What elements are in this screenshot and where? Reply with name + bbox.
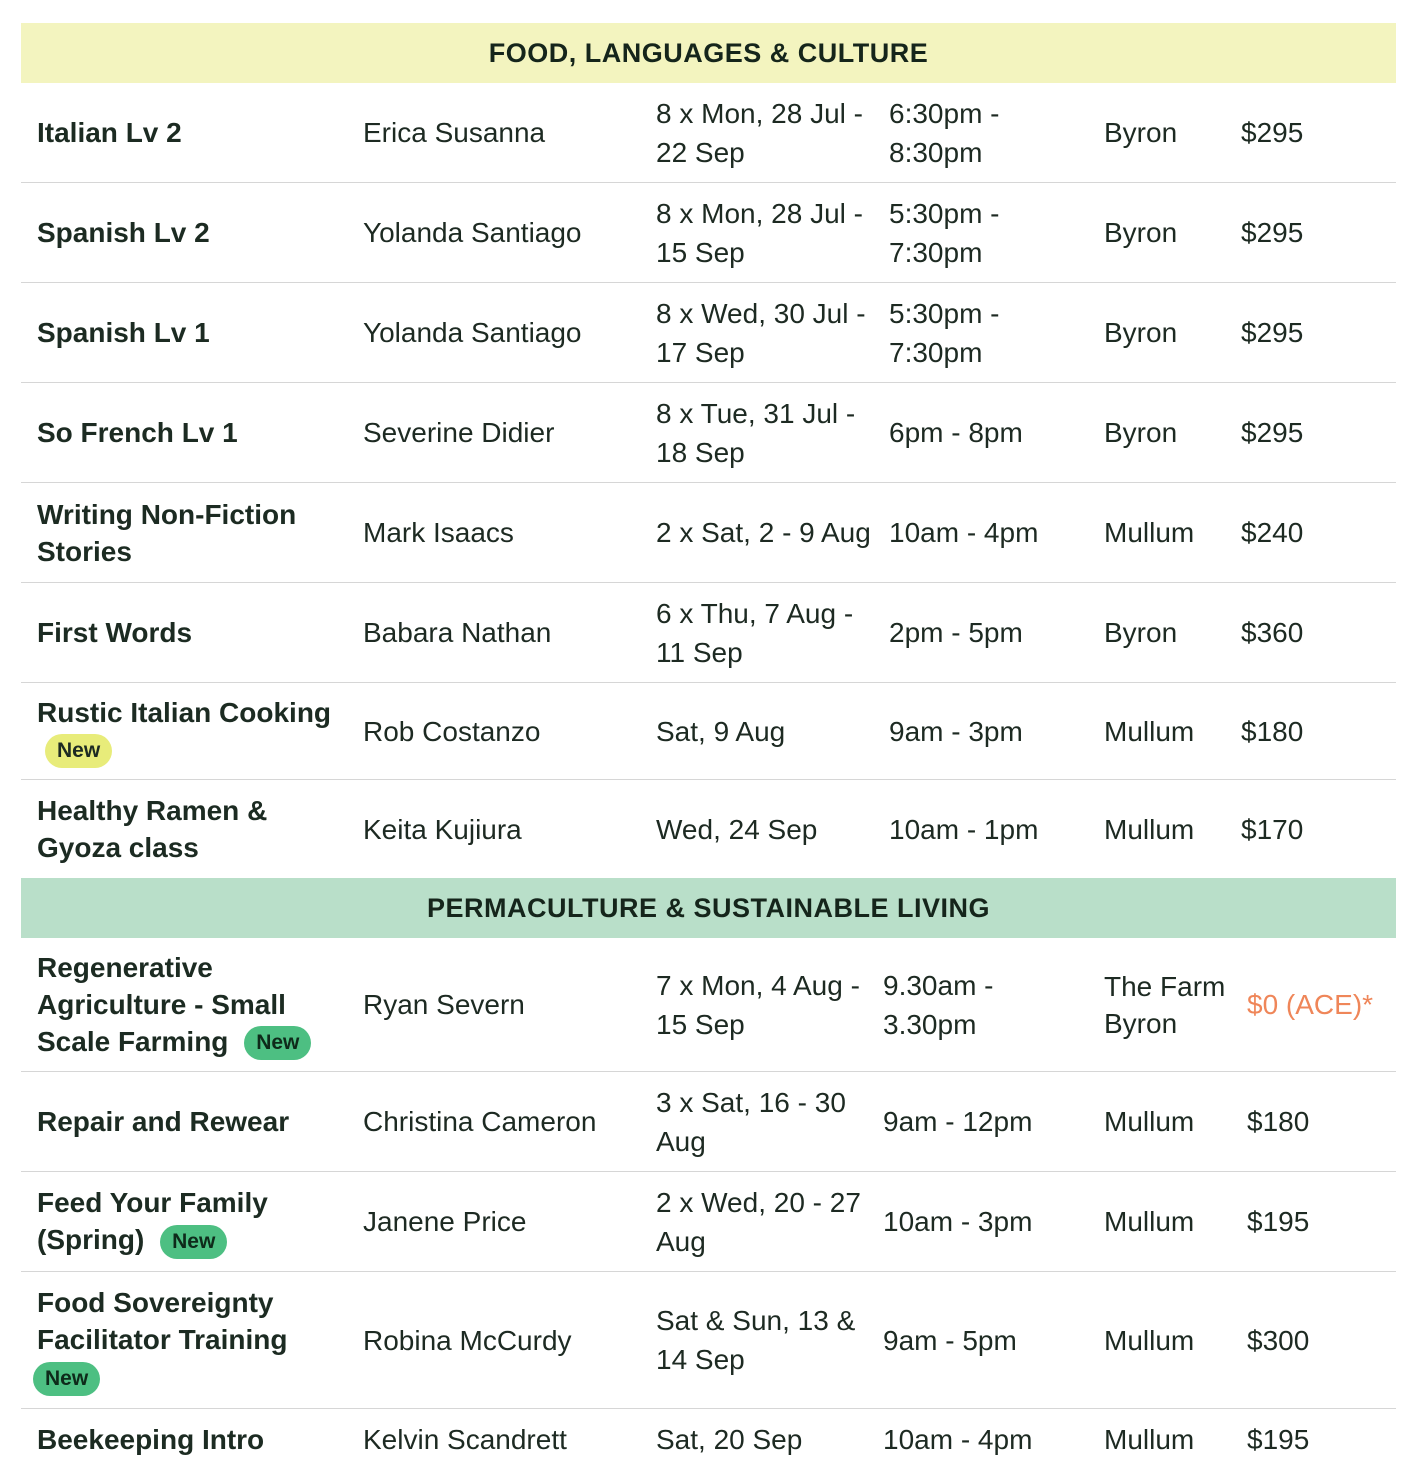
course-name: Repair and Rewear — [37, 1106, 290, 1137]
course-dates: Sat, 20 Sep — [656, 1423, 803, 1455]
course-location: Mullum — [1104, 1324, 1195, 1356]
course-time: 9am - 5pm — [883, 1324, 1017, 1356]
table-row[interactable] — [21, 938, 1396, 1072]
course-location: Byron — [1104, 317, 1178, 348]
tutor-name: Robina McCurdy — [363, 1324, 572, 1356]
course-name: Regenerative Agriculture - Small Scale Farming — [37, 951, 286, 1057]
course-dates: Wed, 24 Sep — [656, 813, 818, 845]
course-price: $195 — [1247, 1423, 1310, 1455]
course-dates: 7 x Mon, 4 Aug - 15 Sep — [656, 969, 860, 1040]
course-dates: 8 x Mon, 28 Jul - 15 Sep — [656, 197, 863, 268]
course-dates: 8 x Wed, 30 Jul - 17 Sep — [656, 297, 866, 368]
table-row[interactable] — [21, 583, 1396, 683]
tutor-name: Rob Costanzo — [363, 715, 541, 747]
course-price: $295 — [1241, 417, 1304, 448]
course-time: 5:30pm - 7:30pm — [889, 197, 1000, 268]
section-header-permaculture: PERMACULTURE & SUSTAINABLE LIVING — [21, 878, 1396, 938]
course-name: Spanish Lv 2 — [37, 217, 210, 248]
course-name: Rustic Italian Cooking — [37, 696, 332, 728]
section-header-food: FOOD, LANGUAGES & CULTURE — [21, 23, 1396, 83]
table-row[interactable] — [21, 83, 1396, 183]
course-price: $295 — [1241, 217, 1304, 248]
tutor-name: Yolanda Santiago — [363, 317, 582, 348]
tutor-name: Christina Cameron — [363, 1106, 597, 1137]
course-time: 10am - 1pm — [889, 813, 1039, 845]
course-location: Mullum — [1104, 715, 1195, 747]
course-dates: 2 x Sat, 2 - 9 Aug — [656, 517, 871, 548]
course-location: Mullum — [1104, 517, 1195, 548]
course-time: 10am - 3pm — [883, 1206, 1033, 1237]
tutor-name: Severine Didier — [363, 417, 555, 448]
course-price: $295 — [1241, 317, 1304, 348]
course-name: Beekeeping Intro — [37, 1423, 265, 1455]
new-badge: New — [45, 734, 112, 768]
course-name-cell — [21, 949, 347, 1061]
course-location: Mullum — [1104, 1106, 1195, 1137]
course-location: Mullum — [1104, 1206, 1195, 1237]
tutor-name: Kelvin Scandrett — [363, 1423, 567, 1455]
tutor-name: Yolanda Santiago — [363, 217, 582, 248]
course-dates: 6 x Thu, 7 Aug - 11 Sep — [656, 597, 854, 668]
course-name-cell — [21, 1284, 347, 1397]
course-time: 6:30pm - 8:30pm — [889, 97, 1000, 168]
new-badge: New — [160, 1225, 227, 1259]
course-dates: 2 x Wed, 20 - 27 Aug — [656, 1186, 861, 1257]
course-name: Feed Your Family (Spring) — [37, 1187, 268, 1256]
course-location: Mullum — [1104, 813, 1195, 845]
new-badge: New — [33, 1362, 100, 1396]
course-dates: Sat & Sun, 13 & 14 Sep — [656, 1305, 856, 1375]
course-location: The Farm Byron — [1104, 970, 1226, 1039]
permaculture-rows — [21, 938, 1396, 1469]
course-time: 6pm - 8pm — [889, 417, 1023, 448]
new-badge: New — [244, 1026, 311, 1060]
course-time: 10am - 4pm — [883, 1423, 1033, 1455]
course-location: Mullum — [1104, 1423, 1195, 1455]
course-dates: 8 x Mon, 28 Jul - 22 Sep — [656, 97, 863, 168]
course-location: Byron — [1104, 417, 1178, 448]
course-price: $295 — [1241, 117, 1304, 148]
table-row[interactable] — [21, 383, 1396, 483]
course-name: Spanish Lv 1 — [37, 317, 210, 348]
course-location: Byron — [1104, 617, 1178, 648]
table-row[interactable] — [21, 283, 1396, 383]
course-time: 10am - 4pm — [889, 517, 1039, 548]
course-name: So French Lv 1 — [37, 417, 238, 448]
course-table — [21, 23, 1396, 1469]
course-location: Byron — [1104, 117, 1178, 148]
table-row[interactable] — [21, 683, 1396, 780]
table-row[interactable] — [21, 1272, 1396, 1409]
course-price: $300 — [1247, 1324, 1310, 1356]
course-price: $0 (ACE)* — [1247, 989, 1374, 1020]
course-price: $195 — [1247, 1206, 1310, 1237]
course-dates: Sat, 9 Aug — [656, 715, 786, 747]
course-name: Food Sovereignty Facilitator Training — [37, 1286, 288, 1355]
course-time: 9am - 3pm — [889, 715, 1023, 747]
tutor-name: Babara Nathan — [363, 617, 552, 648]
course-name: Italian Lv 2 — [37, 117, 182, 148]
course-time: 5:30pm - 7:30pm — [889, 297, 1000, 368]
table-row[interactable] — [21, 183, 1396, 283]
course-price: $240 — [1241, 517, 1304, 548]
course-price: $170 — [1241, 813, 1304, 845]
course-price: $360 — [1241, 617, 1304, 648]
table-row[interactable] — [21, 483, 1396, 583]
course-dates: 8 x Tue, 31 Jul - 18 Sep — [656, 397, 856, 468]
course-time: 9.30am - 3.30pm — [883, 969, 994, 1040]
tutor-name: Janene Price — [363, 1206, 527, 1237]
course-price: $180 — [1241, 715, 1304, 747]
course-name-cell — [21, 1184, 347, 1259]
tutor-name: Erica Susanna — [363, 117, 546, 148]
course-name-cell — [21, 694, 347, 769]
tutor-name: Mark Isaacs — [363, 517, 514, 548]
table-row[interactable] — [21, 780, 1396, 878]
course-name: First Words — [37, 617, 193, 648]
course-dates: 3 x Sat, 16 - 30 Aug — [656, 1086, 846, 1157]
course-time: 2pm - 5pm — [889, 617, 1023, 648]
table-row[interactable] — [21, 1409, 1396, 1469]
course-time: 9am - 12pm — [883, 1106, 1033, 1137]
tutor-name: Ryan Severn — [363, 989, 525, 1020]
table-row[interactable] — [21, 1172, 1396, 1272]
course-price: $180 — [1247, 1106, 1310, 1137]
table-row[interactable] — [21, 1072, 1396, 1172]
course-name: Writing Non-Fiction Stories — [37, 498, 297, 567]
course-location: Byron — [1104, 217, 1178, 248]
tutor-name: Keita Kujiura — [363, 813, 522, 845]
course-name: Healthy Ramen & Gyoza class — [37, 795, 268, 863]
